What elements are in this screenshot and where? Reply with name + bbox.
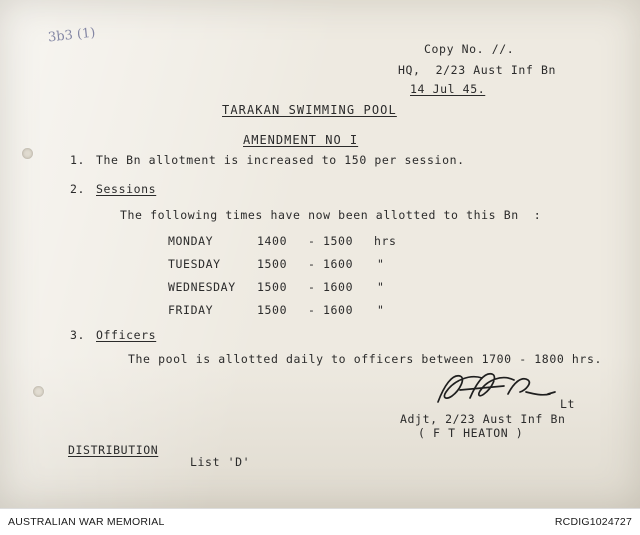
paragraph-2-number: 2. [70, 182, 86, 196]
paragraph-2-heading: Sessions [96, 182, 157, 196]
document-subtitle: AMENDMENT NO I [243, 133, 359, 147]
issuing-unit: HQ, 2/23 Aust Inf Bn [398, 63, 556, 77]
schedule-row-dash: - [308, 303, 316, 317]
schedule-row-to: 1500 [323, 234, 354, 248]
paragraph-1-text: The Bn allotment is increased to 150 per session. [96, 153, 465, 167]
schedule-row-day: MONDAY [168, 234, 214, 248]
schedule-row-unit: hrs [374, 234, 397, 248]
handwritten-signature [430, 368, 560, 410]
paragraph-1-number: 1. [70, 153, 86, 167]
distribution-value: List 'D' [190, 455, 251, 469]
schedule-row-unit: " [377, 280, 385, 294]
schedule-row-from: 1500 [257, 303, 288, 317]
document-date: 14 Jul 45. [410, 82, 486, 96]
distribution-label: DISTRIBUTION [68, 443, 159, 457]
schedule-row-day: TUESDAY [168, 257, 221, 271]
paragraph-3-text: The pool is allotted daily to officers between 1700 - 1800 hrs. [128, 352, 602, 366]
schedule-row-from: 1500 [257, 257, 288, 271]
schedule-row-to: 1600 [323, 280, 354, 294]
schedule-row-unit: " [377, 257, 385, 271]
copy-number: Copy No. //. [424, 42, 515, 56]
paragraph-2-text: The following times have now been allotted to this Bn : [120, 208, 542, 222]
schedule-row-from: 1400 [257, 234, 288, 248]
viewer-footer-bar [0, 508, 640, 535]
reference-id: RCDIG1024727 [554, 516, 632, 528]
paragraph-3-heading: Officers [96, 328, 157, 342]
hole-punch-icon [22, 148, 33, 159]
schedule-row-day: WEDNESDAY [168, 280, 236, 294]
pencil-annotation: 3b3 (1) [47, 25, 97, 46]
signature-rank: Lt [560, 397, 576, 411]
signature-name: ( F T HEATON ) [418, 426, 524, 440]
hole-punch-icon [33, 386, 44, 397]
document-title: TARAKAN SWIMMING POOL [222, 103, 397, 117]
schedule-row-dash: - [308, 280, 316, 294]
schedule-row-dash: - [308, 257, 316, 271]
schedule-row-dash: - [308, 234, 316, 248]
schedule-row-day: FRIDAY [168, 303, 214, 317]
signature-appointment: Adjt, 2/23 Aust Inf Bn [400, 412, 566, 426]
paragraph-3-number: 3. [70, 328, 86, 342]
institution-label: AUSTRALIAN WAR MEMORIAL [8, 516, 165, 528]
schedule-row-to: 1600 [323, 303, 354, 317]
schedule-row-to: 1600 [323, 257, 354, 271]
schedule-row-from: 1500 [257, 280, 288, 294]
schedule-row-unit: " [377, 303, 385, 317]
